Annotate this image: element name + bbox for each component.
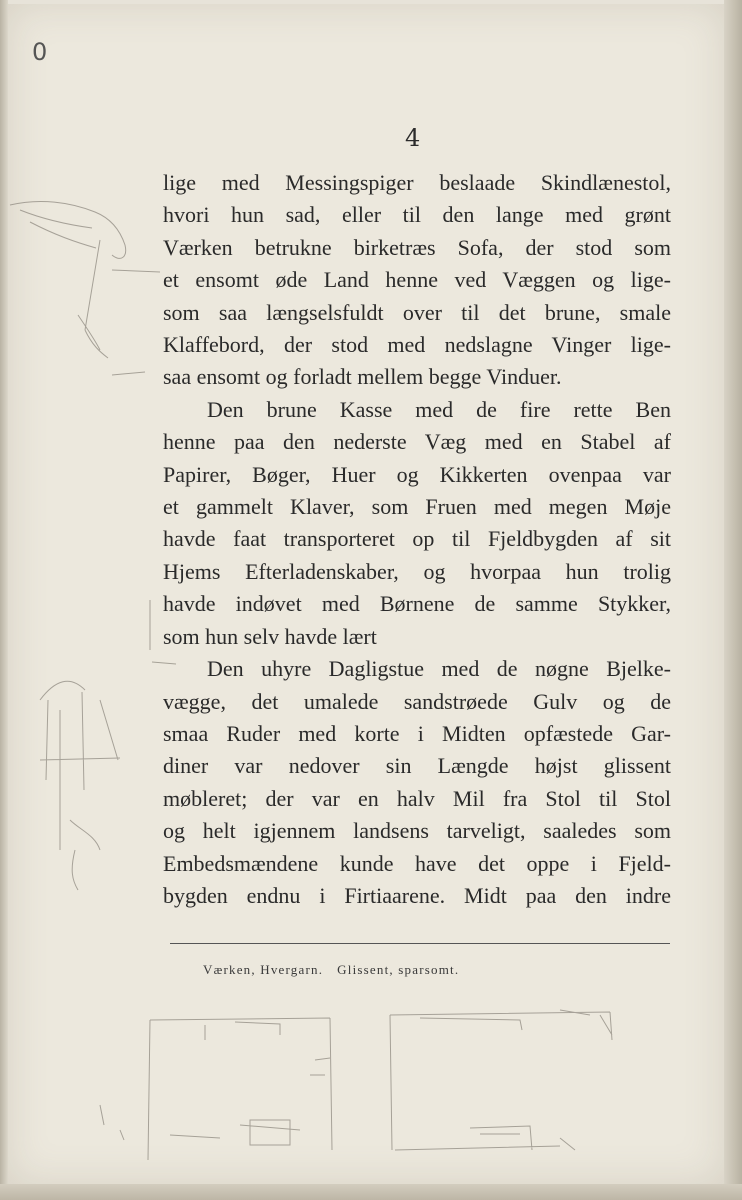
footnote — [203, 962, 459, 978]
text-line: henne paa den nederste Væg med en Stabel af — [163, 429, 671, 455]
text-line: Værken betrukne birketræs Sofa, der stod som — [163, 234, 671, 260]
page-left-edge — [0, 0, 8, 1200]
text-line: Den brune Kasse med de fire rette Ben — [207, 396, 671, 422]
text-line: lige med Messingspiger beslaade Skindlænestol, — [163, 170, 671, 195]
text-line: hvori hun sad, eller til den lange med grønt — [163, 202, 671, 228]
text-line: Papirer, Bøger, Huer og Kikkerten ovenpaa var — [163, 461, 671, 487]
text-line: Embedsmændene kunde have det oppe i Fjeld- — [163, 850, 671, 876]
text-line: havde faat transporteret op til Fjeldbygden af sit — [163, 526, 671, 552]
text-line: et ensomt øde Land henne ved Væggen og lige- — [163, 267, 671, 293]
text-line: som hun selv havde lært — [163, 623, 377, 649]
body-text — [163, 167, 671, 912]
text-line: og helt igjennem landsens tarveligt, saaledes som — [163, 818, 671, 844]
text-line: havde indøvet med Børnene de samme Stykker, — [163, 591, 671, 617]
footnote-part: Værken, Hvergarn. — [203, 962, 324, 977]
corner-pencil-mark: 0 — [32, 38, 48, 66]
text-line: et gammelt Klaver, som Fruen med megen Møje — [163, 494, 671, 520]
text-line: Klaffebord, der stod med nedslagne Vinger lige- — [163, 332, 671, 358]
page-number: 4 — [405, 124, 421, 152]
footnote-rule — [170, 943, 670, 944]
text-line: smaa Ruder med korte i Midten opfæstede Gar- — [163, 720, 671, 746]
text-line: bygden endnu i Firtiaarene. Midt paa den indre — [163, 882, 671, 908]
text-line: vægge, det umalede sandstrøede Gulv og de — [163, 688, 671, 714]
text-line: Den uhyre Dagligstue med de nøgne Bjelke- — [207, 656, 671, 682]
text-line: diner var nedover sin Længde højst glissent — [163, 753, 671, 779]
footnote-part: Glissent, sparsomt. — [337, 962, 460, 977]
page-bottom-edge — [0, 1184, 742, 1200]
text-line: møbleret; der var en halv Mil fra Stol til Stol — [163, 785, 671, 811]
page-right-edge — [724, 0, 742, 1200]
text-line: Hjems Efterladenskaber, og hvorpaa hun trolig — [163, 558, 671, 584]
text-line: som saa længselsfuldt over til det brune, smale — [163, 299, 671, 325]
text-line: saa ensomt og forladt mellem begge Vinduer. — [163, 364, 562, 390]
